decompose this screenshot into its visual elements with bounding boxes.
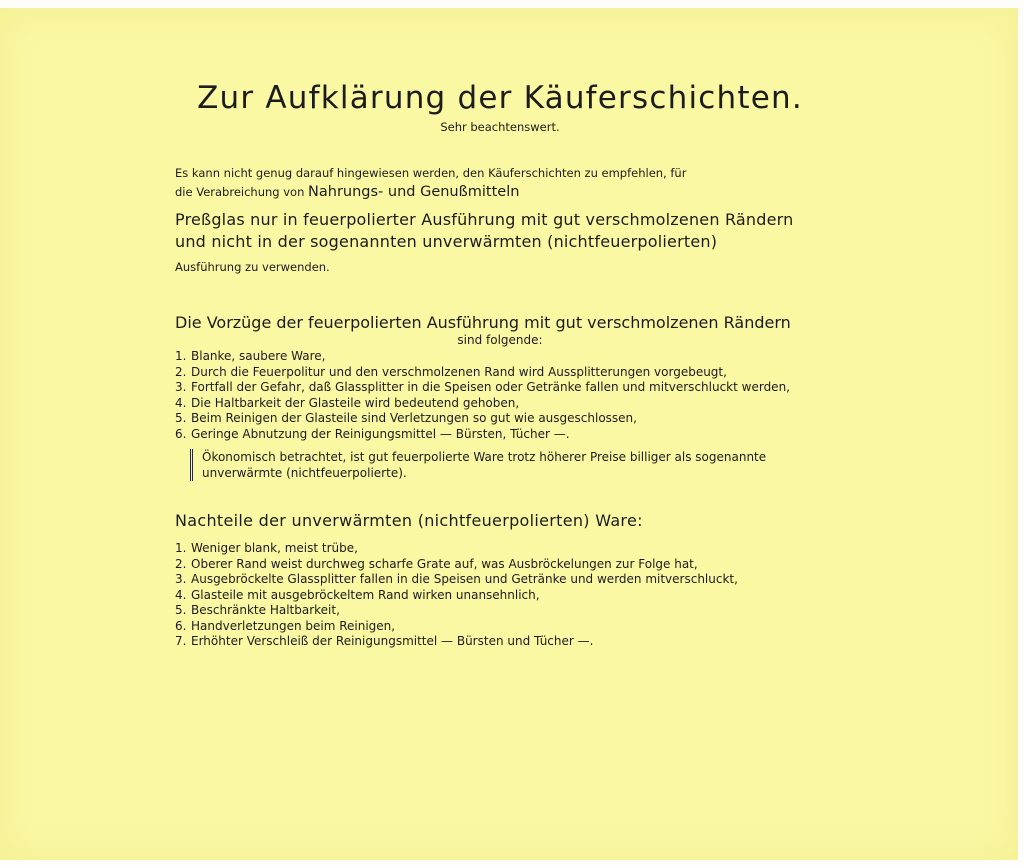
list-item [175,619,825,635]
list-item-text: Blanke, saubere Ware, [191,349,326,363]
list-item-text: Glasteile mit ausgebröckeltem Rand wirken unansehnlich, [191,587,540,602]
list-item-number: 6. [175,426,187,441]
disadvantages-heading: Nachteile der unverwärmten (nichtfeuerpolierten) Ware: [175,511,643,530]
list-item-number: 5. [175,411,187,425]
spacer [175,134,825,164]
list-item-number: 5. [175,603,187,617]
list-item [175,634,825,650]
list-item-text: Oberer Rand weist durchweg scharfe Grate auf, was Ausbröckelungen zur Folge hat, [191,556,698,571]
list-item-number: 4. [175,587,187,602]
list-item [175,572,825,588]
intro-line-2-prefix: die Verabreichung von [175,185,309,199]
intro-line-2 [175,183,825,202]
paper-sheet [0,8,1018,860]
list-item-text: Beim Reinigen der Glasteile sind Verletzungen so gut wie ausgeschlossen, [191,411,637,425]
list-item-text: Handverletzungen beim Reinigen, [191,618,396,633]
document-subtitle: Sehr beachtenswert. [440,120,560,134]
list-item [175,588,825,604]
list-item-number: 6. [175,618,187,633]
emphasis-tail: Ausführung zu verwenden. [175,260,330,274]
emphasis-block [175,209,825,253]
advantages-subheading: sind folgende: [457,333,543,347]
list-item [175,411,825,427]
list-item-number: 1. [175,541,187,555]
advantages-list [175,349,825,442]
list-item [175,603,825,619]
intro-line-1: Es kann nicht genug darauf hingewiesen werden, den Käuferschichten zu empfehlen, für [175,166,687,180]
list-item [175,396,825,412]
list-item [175,349,825,365]
list-item-number: 2. [175,556,187,571]
emphasis-line-1: Preßglas nur in feuerpolierter Ausführung mit gut verschmolzenen Rändern [175,210,794,229]
list-item-number: 2. [175,364,187,379]
disadvantages-list [175,541,825,650]
list-item-text: Ausgebröckelte Glassplitter fallen in die Speisen und Getränke und werden mitverschluckt, [191,572,738,586]
list-item-text: Durch die Feuerpolitur und den verschmolzenen Rand wird Aussplitterungen vorgebeugt, [191,364,727,379]
list-item-number: 7. [175,634,187,648]
list-item-text: Beschränkte Haltbarkeit, [191,603,340,617]
list-item [175,557,825,573]
economic-note: Ökonomisch betrachtet, ist gut feuerpolierte Ware trotz höherer Preise billiger als sogenannte unverwärmte (nichtfeuerpolierte). [190,449,825,481]
list-item-number: 4. [175,395,187,410]
list-item-number: 1. [175,349,187,363]
list-item-text: Fortfall der Gefahr, daß Glassplitter in die Speisen oder Getränke fallen und mitverschluckt werden, [191,380,790,394]
list-item [175,427,825,443]
intro-line-2-emphasis: Nahrungs- und Genußmitteln [308,184,520,200]
list-item [175,541,825,557]
list-item [175,380,825,396]
emphasis-line-2: und nicht in der sogenannten unverwärmten (nichtfeuerpolierten) [175,232,718,251]
list-item-number: 3. [175,572,187,586]
list-item-text: Die Haltbarkeit der Glasteile wird bedeutend gehoben, [191,395,520,410]
list-item-text: Geringe Abnutzung der Reinigungsmittel — Bürsten, Tücher —. [191,426,570,441]
list-item-number: 3. [175,380,187,394]
document-body [175,76,825,650]
document-title: Zur Aufklärung der Käuferschichten. [197,80,803,116]
advantages-heading: Die Vorzüge der feuerpolierten Ausführung mit gut verschmolzenen Rändern [175,313,791,332]
list-item [175,365,825,381]
list-item-text: Weniger blank, meist trübe, [191,541,358,555]
list-item-text: Erhöhter Verschleiß der Reinigungsmittel — Bürsten und Tücher —. [191,634,594,648]
